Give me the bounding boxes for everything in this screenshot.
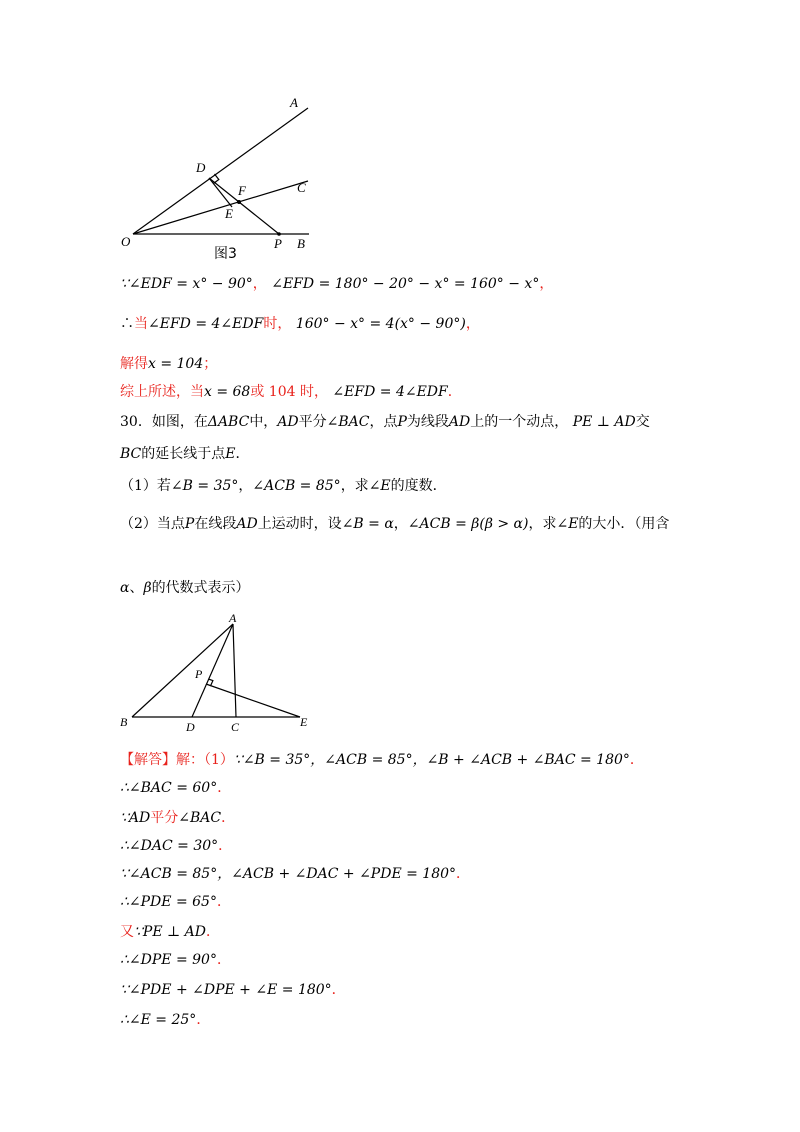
problem-30-part-1: （1）若∠B = 35°，∠ACB = 85°，求∠E的度数． xyxy=(120,478,447,494)
answer-line-6: ∴∠PDE = 65°． xyxy=(120,894,231,910)
point-F xyxy=(237,200,241,204)
label-P: P xyxy=(274,236,282,251)
answer-line-4: ∴∠DAC = 30°． xyxy=(120,838,233,854)
solution-line-1: ∵∠EDF = x° − 90°， ∠EFD = 180° − 20° − x° = 160° − x°， xyxy=(120,276,554,292)
label-D: D xyxy=(186,720,195,734)
label-D: D xyxy=(196,160,206,175)
label-B: B xyxy=(297,236,305,251)
solution-line-2: ∴当∠EFD = 4∠EDF时， 160° − x° = 4(x° − 90°)， xyxy=(120,316,480,332)
figure-30 xyxy=(110,604,330,734)
label-P: P xyxy=(195,667,203,681)
ray-OA xyxy=(133,108,308,234)
label-C: C xyxy=(297,180,306,195)
solution-line-4: 综上所述，当x = 68或 104 时， ∠EFD = 4∠EDF． xyxy=(120,384,462,400)
solution-line-3: 解得x = 104； xyxy=(120,356,218,372)
problem-30-line-2: BC的延长线于点E． xyxy=(120,446,250,462)
label-C: C xyxy=(231,720,240,734)
problem-30-part-2: （2）当点P在线段AD上运动时，设∠B = α，∠ACB = β(β > α)，求∠E的大小．（用含 xyxy=(120,516,670,532)
segment-PE xyxy=(206,684,300,717)
answer-line-3: ∵AD平分∠BAC． xyxy=(120,810,236,826)
answer-line-7: 又∵PE ⊥ AD． xyxy=(120,924,220,940)
label-A: A xyxy=(229,611,237,625)
figure-3 xyxy=(110,92,330,262)
label-E: E xyxy=(300,715,308,729)
segment-DE xyxy=(209,178,232,207)
label-E: E xyxy=(225,206,233,221)
answer-line-8: ∴∠DPE = 90°． xyxy=(120,952,231,968)
label-O: O xyxy=(121,234,131,249)
answer-line-2: ∴∠BAC = 60°． xyxy=(120,780,232,796)
answer-line-1: 【解答】解：（1）∵∠B = 35°，∠ACB = 85°，∠B + ∠ACB + ∠BAC = 180°． xyxy=(120,752,644,768)
label-F: F xyxy=(238,183,246,198)
segment-AC xyxy=(233,624,236,717)
ray-OC xyxy=(133,181,308,234)
answer-line-10: ∴∠E = 25°． xyxy=(120,1012,211,1028)
answer-line-9: ∵∠PDE + ∠DPE + ∠E = 180°． xyxy=(120,982,346,998)
problem-30-line-1: 30．如图，在ΔABC中，AD平分∠BAC，点P为线段AD上的一个动点， PE ⊥ AD交 xyxy=(120,414,650,430)
answer-line-5: ∵∠ACB = 85°，∠ACB + ∠DAC + ∠PDE = 180°． xyxy=(120,866,471,882)
label-A: A xyxy=(290,95,298,110)
segment-AB xyxy=(132,624,233,717)
label-B: B xyxy=(120,715,128,729)
figure-caption: 图3 xyxy=(214,246,237,262)
problem-30-part-2-cont: α、β的代数式表示） xyxy=(120,580,250,596)
